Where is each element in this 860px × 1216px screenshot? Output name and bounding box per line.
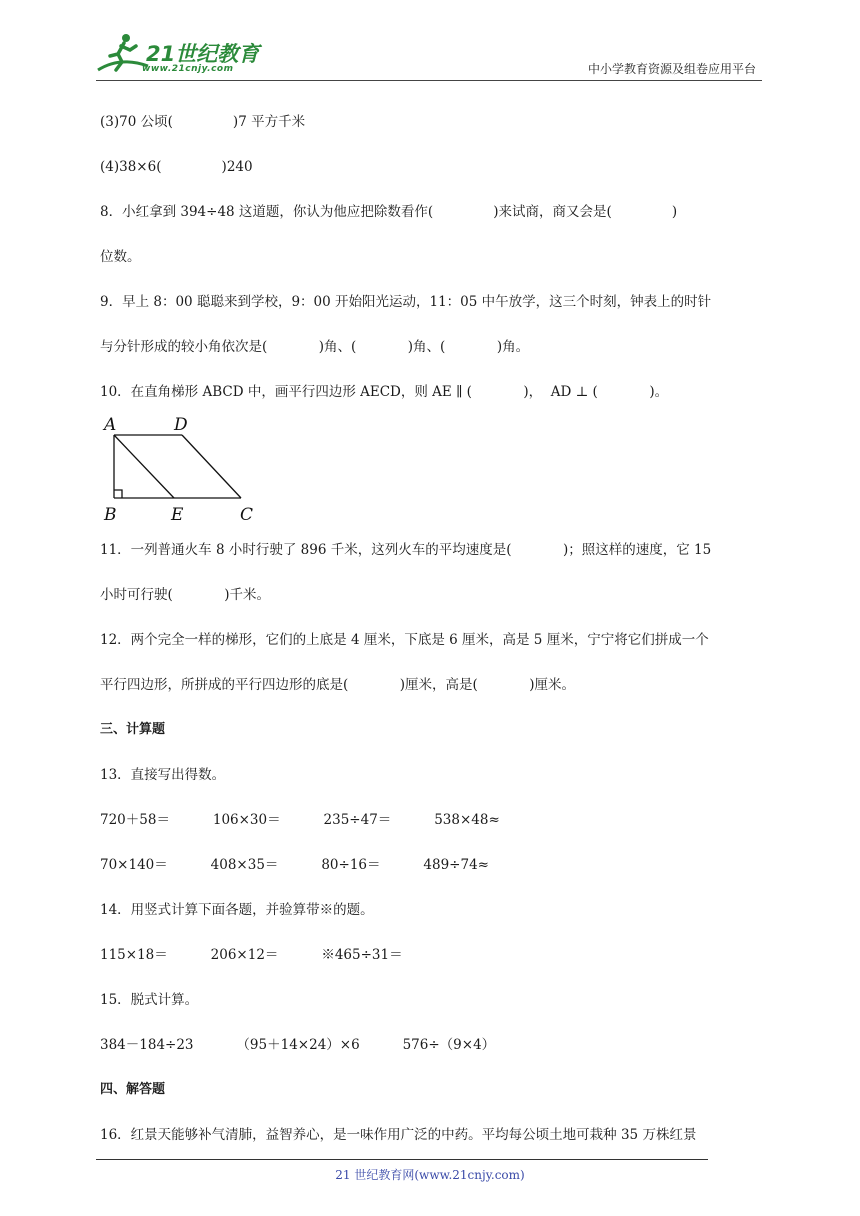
vertex-b-label: B <box>104 505 117 525</box>
segment-ae <box>114 435 174 498</box>
vertex-c-label: C <box>240 505 254 525</box>
question-14-row-1: 115×18＝ 206×12＝ ※465÷31＝ <box>100 947 403 963</box>
logo-url: www.21cnjy.com <box>142 64 234 74</box>
question-11: 11．一列普通火车 8 小时行驶了 896 千米，这列火车的平均速度是( )；照这样的速度，它 15 <box>100 542 712 558</box>
question-15-row-1: 384－184÷23 （95＋14×24）×6 576÷（9×4） <box>100 1037 496 1053</box>
question-8-cont: 位数。 <box>100 249 141 265</box>
logo-text: 21世纪教育 <box>146 42 260 66</box>
question-11-cont: 小时可行驶( )千米。 <box>100 587 271 603</box>
question-9-cont: 与分针形成的较小角依次是( )角、( )角、( )角。 <box>100 339 530 355</box>
question-10: 10．在直角梯形 ABCD 中，画平行四边形 AECD，则 AE ∥ ( )， AD ⊥ ( )。 <box>100 384 669 400</box>
question-13: 13．直接写出得数。 <box>100 767 226 783</box>
footer-divider <box>96 1159 708 1160</box>
question-16: 16．红景天能够补气清肺，益智养心，是一味作用广泛的中药。平均每公顷土地可栽种 35 万株红景 <box>100 1127 697 1143</box>
edge-dc <box>182 435 241 498</box>
header-divider <box>96 80 762 81</box>
section-4-heading: 四、解答题 <box>100 1082 166 1097</box>
vertex-a-label: A <box>104 415 117 435</box>
vertex-e-label: E <box>171 505 184 525</box>
question-13-row-1: 720＋58＝ 106×30＝ 235÷47＝ 538×48≈ <box>100 812 500 828</box>
question-9: 9．早上 8：00 聪聪来到学校，9：00 开始阳光运动，11：05 中午放学，这三个时刻，钟表上的时针 <box>100 294 712 310</box>
section-3-heading: 三、计算题 <box>100 722 166 737</box>
right-angle-mark <box>114 490 122 498</box>
question-12: 12．两个完全一样的梯形，它们的上底是 4 厘米，下底是 6 厘米，高是 5 厘米，宁宁将它们拼成一个 <box>100 632 709 648</box>
footer-link[interactable]: 21 世纪教育网(www.21cnjy.com) <box>335 1168 525 1182</box>
question-13-row-2: 70×140＝ 408×35＝ 80÷16＝ 489÷74≈ <box>100 857 489 873</box>
question-7-3: (3)70 公顷( )7 平方千米 <box>100 114 306 130</box>
question-15: 15．脱式计算。 <box>100 992 199 1008</box>
question-14: 14．用竖式计算下面各题，并验算带※的题。 <box>100 902 374 918</box>
question-8: 8．小红拿到 394÷48 这道题，你认为他应把除数看作( )来试商，商又会是( ) <box>100 204 678 220</box>
trapezoid-figure <box>100 414 270 526</box>
question-12-cont: 平行四边形，所拼成的平行四边形的底是( )厘米，高是( )厘米。 <box>100 677 576 693</box>
vertex-d-label: D <box>174 415 188 435</box>
question-7-4: (4)38×6( )240 <box>100 159 253 175</box>
platform-name: 中小学教育资源及组卷应用平台 <box>587 62 756 76</box>
